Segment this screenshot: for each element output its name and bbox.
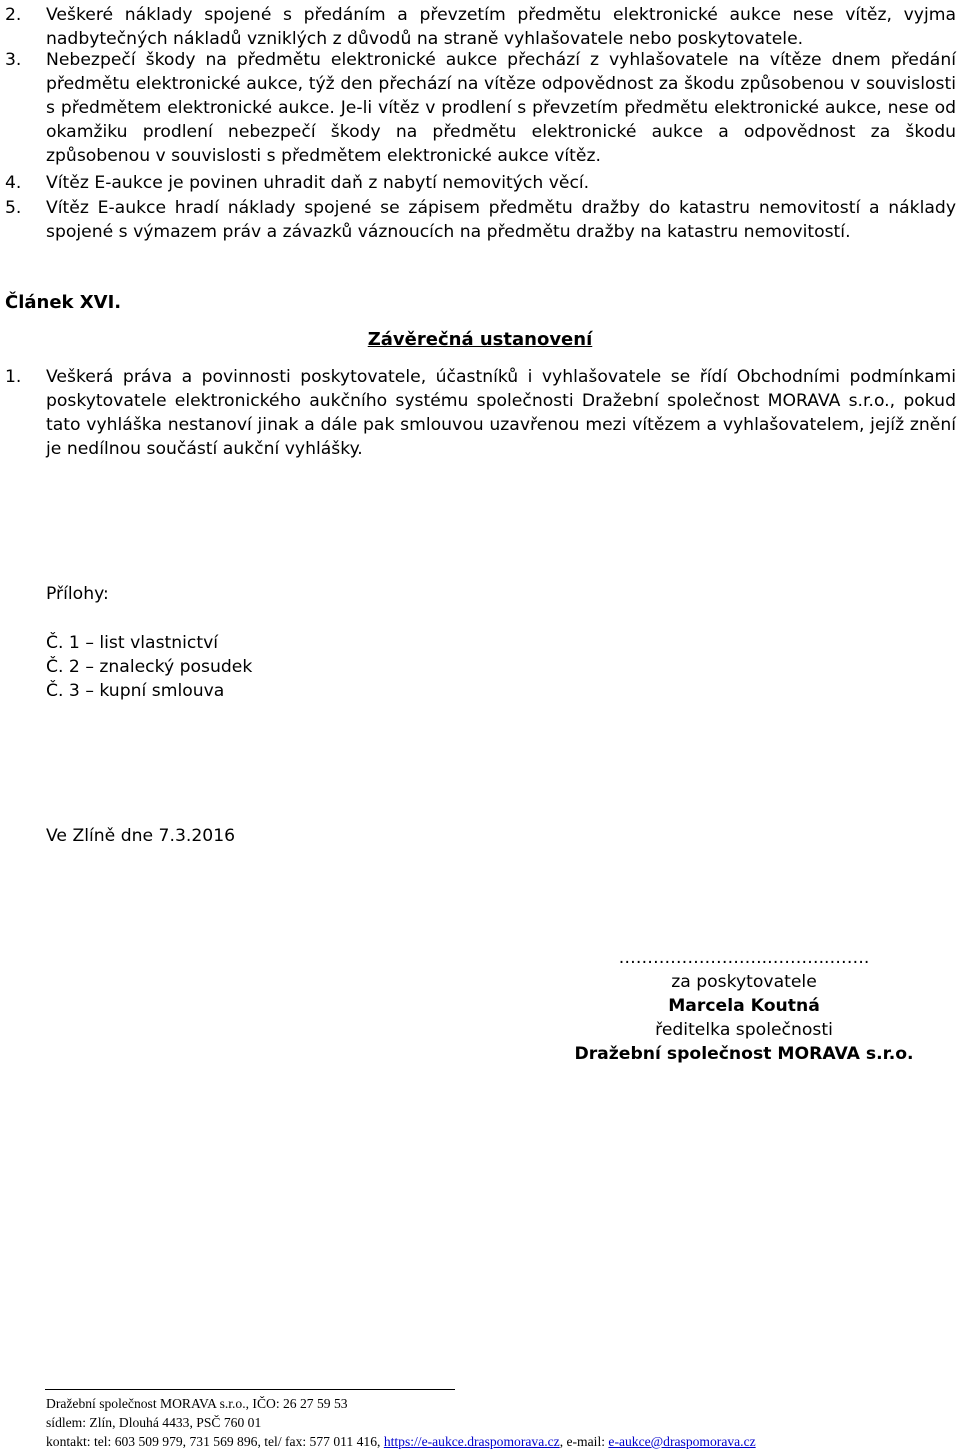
section-title: Závěrečná ustanovení — [367, 329, 593, 350]
signatory-name: Marcela Koutná — [668, 996, 820, 1016]
attachment-item: Č. 2 – znalecký posudek — [46, 657, 253, 677]
paragraph-item-3 — [5, 48, 956, 168]
signature-dotted-line: ……………………..………..……. — [618, 948, 870, 968]
item-number: 3. — [5, 50, 22, 70]
footer-email-link[interactable]: e-aukce@draspomorava.cz — [608, 1434, 756, 1449]
footer-company-line: Dražební společnost MORAVA s.r.o., IČO: 26 27 59 53 — [46, 1396, 348, 1411]
article-heading: Článek XVI. — [5, 292, 122, 313]
footer — [46, 1394, 756, 1451]
item-text: Veškeré náklady spojené s předáním a převzetím předmětu elektronické aukce nese vítěz, vyjma nadbytečných nákladů vzniklých z důvodů na straně vyhlašovatele nebo poskytovatele. — [46, 5, 956, 49]
signature-for-line: za poskytovatele — [671, 972, 817, 992]
item-text: Vítěz E-aukce hradí náklady spojené se zápisem předmětu dražby do katastru nemovitostí a náklady spojené s výmazem práv a závazků váznoucích na předmětu dražby na katastru nemovitostí. — [46, 198, 956, 242]
item-text: Nebezpečí škody na předmětu elektronické aukce přechází z vyhlašovatele na vítěze dnem předání předmětu elektronické aukce, týž den přechází na vítěze odpovědnost za škodu způsobenou v souvislosti s předmětem elektronické aukce. Je-li vítěz v prodlení s převzetím předmětu elektronické aukce, nese od okamžiku prodlení nebezpečí škody na předmětu elektronické aukce a odpovědnost za škodu způsobenou v souvislosti s předmětem elektronické aukce vítěz. — [46, 50, 956, 166]
footer-contact-text: kontakt: tel: 603 509 979, 731 569 896, tel/ fax: 577 011 416, — [46, 1434, 384, 1449]
signatory-role: ředitelka společnosti — [655, 1020, 833, 1040]
footer-email-label: , e-mail: — [559, 1434, 609, 1449]
signature-block — [530, 946, 958, 1066]
paragraph-item-2 — [5, 3, 956, 51]
footer-web-link[interactable]: https://e-aukce.draspomorava.cz — [383, 1434, 560, 1449]
item-number: 1. — [5, 367, 22, 387]
item-number: 4. — [5, 173, 22, 193]
footer-divider — [45, 1389, 455, 1390]
item-text: Veškerá práva a povinnosti poskytovatele, účastníků i vyhlašovatele se řídí Obchodními podmínkami poskytovatele elektronického aukčního systému společnosti Dražební společnost MORAVA s.r.o., pokud tato vyhláška nestanoví jinak a dále pak smlouvou uzavřenou mezi vítězem a vyhlašovatelem, jejíž znění je nedílnou součástí aukční vyhlášky. — [46, 367, 956, 459]
paragraph-item-4 — [5, 171, 956, 195]
attachment-item: Č. 1 – list vlastnictví — [46, 633, 219, 653]
item-number: 2. — [5, 5, 22, 25]
attachments-label: Přílohy: — [46, 584, 109, 604]
item-text: Vítěz E-aukce je povinen uhradit daň z nabytí nemovitých věcí. — [46, 173, 590, 193]
attachment-item: Č. 3 – kupní smlouva — [46, 681, 225, 701]
item-number: 5. — [5, 198, 22, 218]
footer-contact-line — [46, 1432, 756, 1451]
paragraph-item-5 — [5, 196, 956, 244]
signatory-company: Dražební společnost MORAVA s.r.o. — [574, 1044, 914, 1064]
final-provision-item-1 — [5, 365, 956, 461]
place-and-date: Ve Zlíně dne 7.3.2016 — [46, 826, 236, 846]
footer-address-line: sídlem: Zlín, Dlouhá 4433, PSČ 760 01 — [46, 1415, 262, 1430]
